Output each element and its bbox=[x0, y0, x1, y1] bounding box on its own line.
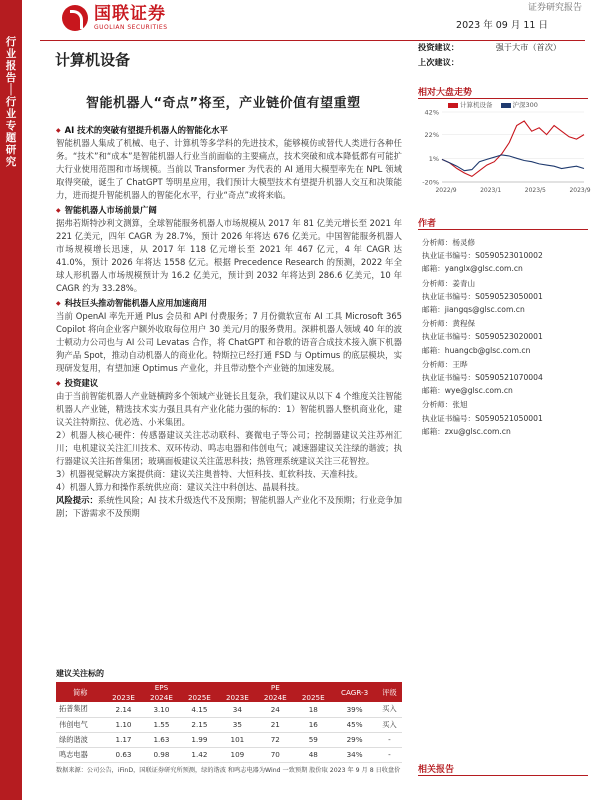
investment-para-1: 由于当前智能机器人产业链横跨多个领域产业链长且复杂，我们建议从以下 4 个维度关注智能机器人产业链，精选技术实力强且具有产业化能力强的标的：1）智能机器人整机商业化，建议关注特斯拉、优必选、小米集团。 bbox=[56, 391, 402, 427]
col-cagr-header: CAGR-3 bbox=[332, 682, 377, 702]
investment-para-2: 2）机器人核心硬件：传感器建议关注芯动联科、赛微电子等公司；控制器建议关注苏州汇川；电机建议关注汇川技术、双环传动、鸣志电器和伟创电气；减速器建议关注绿的谐波；执行器建议关注拓普集团；玻璃面板建议关注蓝思科技；热管理系统建议关注三花智控。 bbox=[56, 430, 402, 466]
table-cell: - bbox=[377, 747, 402, 762]
y-tick-label: 1% bbox=[428, 154, 439, 163]
table-cell: 伟创电气 bbox=[56, 717, 105, 732]
bullet-icon: ◆ bbox=[56, 127, 61, 134]
table-cell: 1.63 bbox=[142, 732, 180, 747]
table-cell: 1.17 bbox=[105, 732, 143, 747]
table-cell: 1.42 bbox=[180, 747, 218, 762]
section-body-tech-giants: 当前 OpenAI 率先开通 Plus 会员和 API 付费服务；7 月份微软宣布 AI 工具 Microsoft 365 Copilot 将向企业客户额外收取每位用户 30 美元/月的服务费用。深耕机器人领域 40 年的波士顿动力公司也与 AI 公司 Levatas 合作，将 ChatGPT 和谷歌的语音合成技术接入旗下机器狗产品 Spot，推动自动机器人的商业化。特斯拉已经打通 FSD 与 Optimus 的底层模块，实现研发复用，有望加速 Optimus 产业化，并且带动整个产业链的加速发展。 bbox=[56, 311, 402, 373]
col-eps-2024e: 2024E bbox=[142, 692, 180, 702]
col-name-header: 简称 bbox=[56, 682, 105, 702]
col-pe-header: PE bbox=[218, 682, 332, 692]
table-cell: 1.99 bbox=[180, 732, 218, 747]
table-cell: 拓普集团 bbox=[56, 702, 105, 717]
table-cell: 18 bbox=[294, 702, 332, 717]
author-email[interactable]: 邮箱：jiangqs@glsc.com.cn bbox=[422, 305, 525, 315]
table-cell: 1.55 bbox=[142, 717, 180, 732]
section-body-ai: 智能机器人集成了机械、电子、计算机等多学科的先进技术，能够模仿或替代人类进行各种任务。“技术”和“成本”是智能机器人行业当前面临的主要痛点，技术突破和成本降低都有可能扩大行业使用范围和市场规模。当前以 Transformer 为代表的 AI 通用大模型率先在 NPL 领域取得突破，诞生了 ChatGPT 等明星应用，我们预计大模型技术有望提升机器人交互和决策能力，进而提升智能机器人的智能化水平，行业“奇点”或将来临。 bbox=[56, 138, 402, 200]
relative-performance-chart bbox=[418, 98, 591, 200]
author-name: 分析师：张旭 bbox=[422, 400, 468, 410]
sidebar-text: 行业报告│行业专题研究 bbox=[5, 36, 17, 168]
author-block bbox=[422, 317, 590, 357]
col-eps-2025e: 2025E bbox=[180, 692, 218, 702]
stocks-table bbox=[56, 682, 402, 763]
chart-heading-block bbox=[418, 85, 588, 99]
author-block bbox=[422, 277, 590, 317]
table-cell: 3.10 bbox=[142, 702, 180, 717]
header-divider bbox=[40, 40, 585, 41]
author-email[interactable]: 邮箱：wye@glsc.com.cn bbox=[422, 386, 513, 396]
col-eps-2023e: 2023E bbox=[105, 692, 143, 702]
table-cell: 1.10 bbox=[105, 717, 143, 732]
col-pe-2025e: 2025E bbox=[294, 692, 332, 702]
table-cell: 48 bbox=[294, 747, 332, 762]
authors-heading-block bbox=[418, 216, 588, 230]
author-email[interactable]: 邮箱：yanglx@glsc.com.cn bbox=[422, 264, 523, 274]
recommended-stocks bbox=[56, 668, 402, 775]
author-name: 分析师：杨灵修 bbox=[422, 238, 476, 247]
authors-heading-line bbox=[418, 229, 588, 230]
table-cell: 72 bbox=[256, 732, 294, 747]
risk-label: 风险提示： bbox=[56, 495, 98, 505]
company-logo bbox=[62, 3, 168, 33]
risk-text: 系统性风险；AI 技术升级迭代不及预期；智能机器人产业化不及预期；行业竞争加剧；下游需求不及预期 bbox=[56, 495, 403, 518]
authors-heading: 作者 bbox=[418, 219, 437, 229]
logo-text-cn: 国联证券 bbox=[94, 4, 166, 24]
x-tick-label: 2023/5 bbox=[524, 187, 546, 194]
author-email[interactable]: 邮箱：zxu@glsc.com.cn bbox=[422, 426, 511, 436]
author-cert: 执业证书编号：S0590523050001 bbox=[422, 291, 543, 301]
report-date: 2023 年 09 月 11 日 bbox=[456, 20, 548, 31]
related-heading: 相关报告 bbox=[418, 765, 455, 775]
logo-mark-icon bbox=[62, 5, 88, 31]
table-cell: 39% bbox=[332, 702, 377, 717]
report-type: 证券研究报告 bbox=[527, 3, 582, 13]
table-cell: 70 bbox=[256, 747, 294, 762]
section-heading-tech-giants: ◆ 科技巨头推动智能机器人应用加速商用 bbox=[56, 298, 207, 308]
author-name: 分析师：王晔 bbox=[422, 359, 468, 369]
x-tick-label: 2022/9 bbox=[435, 187, 457, 194]
table-cell: 0.63 bbox=[105, 747, 143, 762]
table-title: 建议关注标的 bbox=[56, 669, 104, 678]
y-tick-label: 22% bbox=[424, 131, 439, 140]
table-cell: 2.14 bbox=[105, 702, 143, 717]
table-row bbox=[56, 732, 402, 747]
table-cell: 59 bbox=[294, 732, 332, 747]
chart-legend bbox=[448, 100, 538, 109]
author-name: 分析师：黄程保 bbox=[422, 319, 476, 329]
series-line-hs300 bbox=[442, 155, 584, 171]
table-cell: 鸣志电器 bbox=[56, 747, 105, 762]
industry-name: 计算机设备 bbox=[55, 51, 131, 69]
y-tick-label: -20% bbox=[422, 178, 439, 187]
table-cell: 买入 bbox=[377, 702, 402, 717]
section-body-market: 据弗若斯特沙利文测算，全球智能服务机器人市场规模从 2017 年 81 亿美元增长至 2021 年 221 亿美元，四年 CAGR 为 28.7%，预计 2026 年将达 676 亿美元。中国智能服务机器人市场规模增长迅速，从 2017 年 118 亿元增长至 2021 年 467 亿元，4 年 CAGR 达 41.0%，预计 2026 年将达 1558 亿元。根据 Precedence Research 的预测，2022 年全球人形机器人市场规模预计为 16.2 亿美元，预计到 2032 年将达到 286.6 亿美元，10 年 CAGR 约为 33.28%。 bbox=[56, 218, 402, 293]
table-cell: 35 bbox=[218, 717, 256, 732]
table-row bbox=[56, 747, 402, 762]
report-title: 智能机器人“奇点”将至，产业链价值有望重塑 bbox=[86, 96, 361, 111]
table-cell: 34% bbox=[332, 747, 377, 762]
table-header-top bbox=[56, 682, 402, 692]
invest-rating-label: 投资建议： bbox=[418, 42, 459, 52]
invest-rating bbox=[418, 42, 561, 53]
invest-rating-value: 强于大市（首次） bbox=[495, 42, 562, 52]
chart-svg bbox=[418, 98, 591, 200]
bullet-icon: ◆ bbox=[56, 380, 61, 387]
legend-item-sector: 计算机设备 bbox=[448, 100, 493, 109]
section-heading-ai: ◆ AI 技术的突破有望提升机器人的智能化水平 bbox=[56, 125, 228, 135]
author-cert: 执业证书编号：S0590521070004 bbox=[422, 373, 543, 383]
sidebar-band bbox=[0, 0, 22, 800]
bullet-icon: ◆ bbox=[56, 207, 61, 214]
col-eps-header: EPS bbox=[105, 682, 219, 692]
author-block bbox=[422, 236, 590, 276]
table-cell: 29% bbox=[332, 732, 377, 747]
section-heading-market: ◆ 智能机器人市场前景广阔 bbox=[56, 205, 157, 215]
author-email[interactable]: 邮箱：huangcb@glsc.com.cn bbox=[422, 345, 531, 355]
table-cell: 101 bbox=[218, 732, 256, 747]
chart-heading: 相对大盘走势 bbox=[418, 88, 473, 98]
table-row bbox=[56, 717, 402, 732]
logo-text-en: GUOLIAN SECURITIES bbox=[94, 24, 168, 31]
table-cell: 24 bbox=[256, 702, 294, 717]
table-cell: 21 bbox=[256, 717, 294, 732]
x-tick-label: 2023/1 bbox=[480, 187, 502, 194]
table-cell: 2.15 bbox=[180, 717, 218, 732]
related-heading-line bbox=[418, 775, 588, 776]
last-rating bbox=[418, 57, 459, 68]
risk-warning bbox=[56, 494, 402, 520]
col-pe-2023e: 2023E bbox=[218, 692, 256, 702]
x-tick-label: 2023/9 bbox=[569, 187, 591, 194]
main-content bbox=[56, 122, 402, 520]
author-cert: 执业证书编号：S0590523020001 bbox=[422, 332, 543, 342]
author-cert: 执业证书编号：S0590521050001 bbox=[422, 413, 543, 423]
bullet-icon: ◆ bbox=[56, 300, 61, 307]
table-cell: 34 bbox=[218, 702, 256, 717]
author-block bbox=[422, 358, 590, 398]
y-tick-label: 42% bbox=[424, 108, 439, 117]
table-row bbox=[56, 702, 402, 717]
author-cert: 执业证书编号：S0590523010002 bbox=[422, 251, 543, 261]
table-cell: 买入 bbox=[377, 717, 402, 732]
last-rating-label: 上次建议： bbox=[418, 57, 459, 67]
table-source-note: 数据来源：公司公告，iFinD，国联证券研究所预测，绿的谐波 和鸣志电器为Wind 一致预期 股价取 2023 年 9 月 8 日收盘价 bbox=[56, 766, 401, 774]
table-cell: 45% bbox=[332, 717, 377, 732]
col-rating-header: 评级 bbox=[377, 682, 402, 702]
table-cell: 0.98 bbox=[142, 747, 180, 762]
table-cell: - bbox=[377, 732, 402, 747]
author-block bbox=[422, 398, 590, 438]
table-cell: 绿的谐波 bbox=[56, 732, 105, 747]
table-cell: 16 bbox=[294, 717, 332, 732]
related-heading-block bbox=[418, 762, 588, 776]
table-cell: 4.15 bbox=[180, 702, 218, 717]
table-cell: 109 bbox=[218, 747, 256, 762]
section-heading-investment: ◆ 投资建议 bbox=[56, 378, 99, 388]
legend-item-hs300: 沪深300 bbox=[501, 100, 538, 109]
investment-para-4: 4）机器人算力和操作系统供应商：建议关注中科创达、晶晨科技。 bbox=[56, 482, 305, 492]
author-name: 分析师：姜青山 bbox=[422, 278, 476, 288]
investment-para-3: 3）机器视觉解决方案提供商：建议关注奥普特、大恒科技、虹软科技、天准科技。 bbox=[56, 469, 363, 479]
col-pe-2024e: 2024E bbox=[256, 692, 294, 702]
authors-list bbox=[422, 236, 590, 439]
